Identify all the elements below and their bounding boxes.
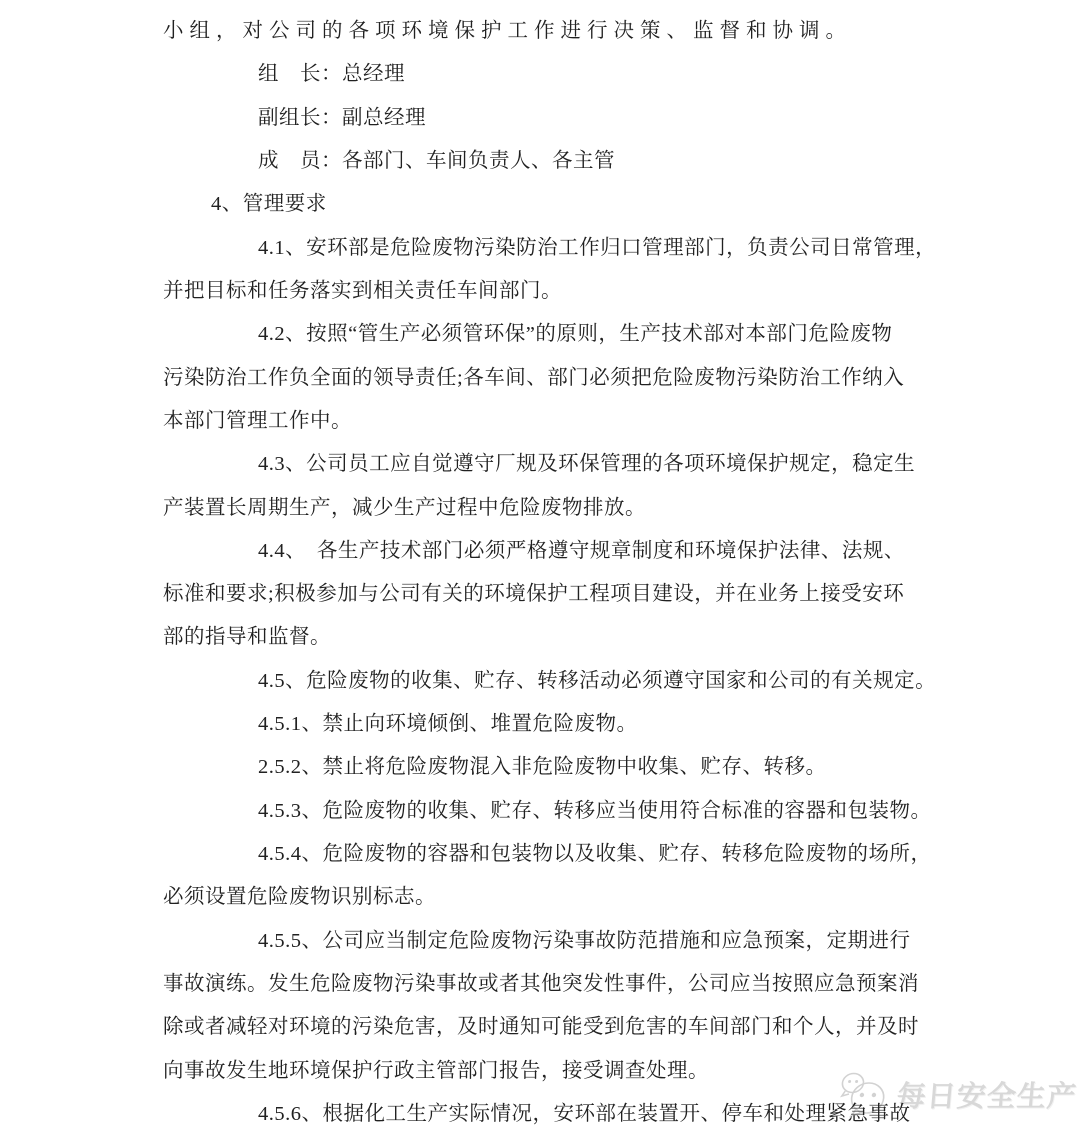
text-line: 4.2、按照“管生产必须管环保”的原则，生产技术部对本部门危险废物 (258, 323, 893, 346)
text-line: 除或者减轻对环境的污染危害，及时通知可能受到危害的车间部门和个人，并及时 (163, 1016, 919, 1039)
text-line: 必须设置危险废物识别标志。 (163, 886, 436, 909)
text-line: 4、管理要求 (211, 193, 327, 216)
text-line: 标准和要求;积极参加与公司有关的环境保护工程项目建设，并在业务上接受安环 (163, 583, 905, 606)
text-line: 4.5.1、禁止向环境倾倒、堆置危险废物。 (258, 713, 638, 736)
text-line: 组 长：总经理 (258, 63, 405, 86)
text-line: 并把目标和任务落实到相关责任车间部门。 (163, 279, 562, 302)
watermark-label: 每日安全生产 (895, 1080, 1079, 1113)
text-line: 4.5.5、公司应当制定危险废物污染事故防范措施和应急预案，定期进行 (258, 929, 911, 952)
text-line: 4.5.6、根据化工生产实际情况，安环部在装置开、停车和处理紧急事故 (258, 1103, 911, 1125)
text-line: 小组，对公司的各项环境保护工作进行决策、监督和协调。 (163, 20, 852, 42)
text-line: 成 员：各部门、车间负责人、各主管 (258, 149, 615, 172)
text-line: 部的指导和监督。 (163, 626, 331, 649)
text-line: 2.5.2、禁止将危险废物混入非危险废物中收集、贮存、转移。 (258, 756, 827, 779)
text-line: 4.1、安环部是危险废物污染防治工作归口管理部门，负责公司日常管理， (258, 236, 937, 259)
text-line: 污染防治工作负全面的领导责任;各车间、部门必须把危险废物污染防治工作纳入 (163, 366, 905, 389)
text-line: 4.5.3、危险废物的收集、贮存、转移应当使用符合标准的容器和包装物。 (258, 799, 932, 822)
text-line: 事故演练。发生危险废物污染事故或者其他突发性事件，公司应当按照应急预案消 (163, 973, 919, 996)
text-line: 向事故发生地环境保护行政主管部门报告，接受调查处理。 (163, 1059, 709, 1082)
text-line: 本部门管理工作中。 (163, 409, 352, 432)
text-line: 4.5.4、危险废物的容器和包装物以及收集、贮存、转移危险废物的场所， (258, 843, 932, 866)
text-line: 4.5、危险废物的收集、贮存、转移活动必须遵守国家和公司的有关规定。 (258, 669, 937, 692)
text-line: 4.4、 各生产技术部门必须严格遵守规章制度和环境保护法律、法规、 (258, 539, 905, 562)
text-line: 副组长：副总经理 (258, 106, 426, 129)
text-line: 4.3、公司员工应自觉遵守厂规及环保管理的各项环境保护规定，稳定生 (258, 453, 916, 476)
text-line: 产装置长周期生产，减少生产过程中危险废物排放。 (163, 496, 646, 519)
